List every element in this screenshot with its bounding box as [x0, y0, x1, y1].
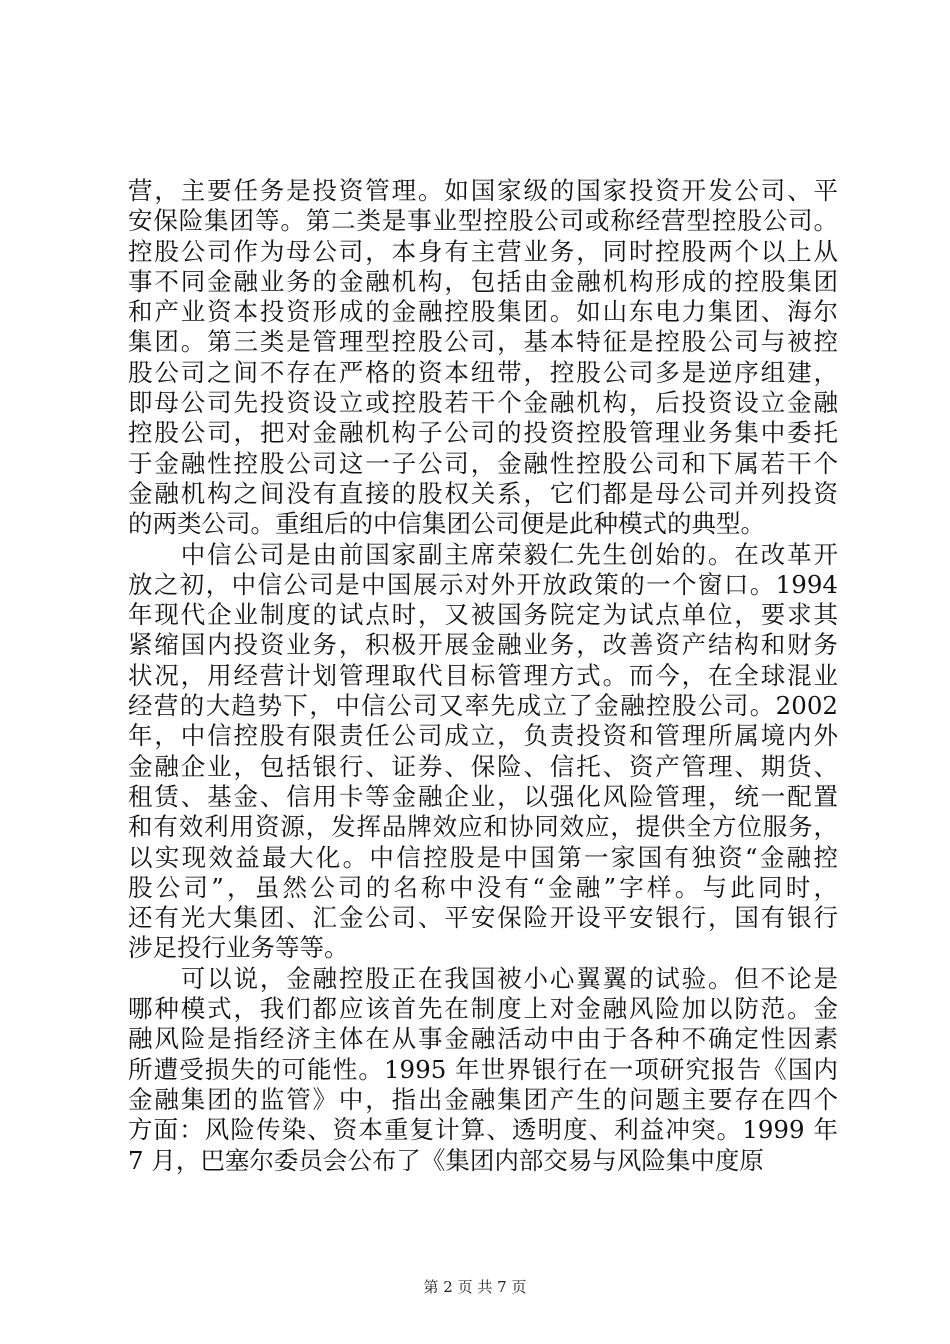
- text-line: 的两类公司。重组后的中信集团公司便是此种模式的典型。: [128, 509, 765, 539]
- text-line: 放之初，中信公司是中国展示对外开放政策的一个窗口。1994: [128, 569, 838, 599]
- paragraph: [128, 964, 838, 1176]
- body-text: [128, 176, 838, 1176]
- text-line: 可以说，金融控股正在我国被小心翼翼的试验。但不论是: [128, 963, 838, 993]
- text-line: 股公司”，虽然公司的名称中没有“金融”字样。与此同时，: [128, 872, 838, 902]
- text-line: 融风险是指经济主体在从事金融活动中由于各种不确定性因素: [128, 1024, 838, 1054]
- paragraph: [128, 176, 838, 540]
- page-footer: 第 2 页 共 7 页: [423, 1278, 527, 1296]
- text-line: 安保险集团等。第二类是事业型控股公司或称经营型控股公司。: [128, 206, 838, 236]
- text-line: 哪种模式，我们都应该首先在制度上对金融风险加以防范。金: [128, 994, 838, 1024]
- text-line: 租赁、基金、信用卡等金融企业，以强化风险管理，统一配置: [128, 781, 838, 811]
- text-line: 集团。第三类是管理型控股公司，基本特征是控股公司与被控: [128, 327, 838, 357]
- text-line: 年，中信控股有限责任公司成立，负责投资和管理所属境内外: [128, 721, 838, 751]
- text-line: 以实现效益最大化。中信控股是中国第一家国有独资“金融控: [128, 842, 838, 872]
- text-line: 控股公司，把对金融机构子公司的投资控股管理业务集中委托: [128, 418, 838, 448]
- text-line: 涉足投行业务等等。: [128, 933, 349, 963]
- text-line: 经营的大趋势下，中信公司又率先成立了金融控股公司。2002: [128, 691, 838, 721]
- text-line: 中信公司是由前国家副主席荣毅仁先生创始的。在改革开: [128, 539, 838, 569]
- text-line: 所遭受损失的可能性。1995 年世界银行在一项研究报告《国内: [128, 1054, 838, 1084]
- text-line: 紧缩国内投资业务，积极开展金融业务，改善资产结构和财务: [128, 630, 838, 660]
- text-line: 营，主要任务是投资管理。如国家级的国家投资开发公司、平: [128, 176, 838, 205]
- text-line: 金融企业，包括银行、证券、保险、信托、资产管理、期货、: [128, 751, 838, 781]
- text-line: 控股公司作为母公司，本身有主营业务，同时控股两个以上从: [128, 236, 838, 266]
- text-line: 金融集团的监管》中，指出金融集团产生的问题主要存在四个: [128, 1084, 838, 1114]
- text-line: 方面：风险传染、资本重复计算、透明度、利益冲突。1999 年: [128, 1115, 838, 1145]
- text-line: 于金融性控股公司这一子公司，金融性控股公司和下属若干个: [128, 448, 838, 478]
- text-line: 和有效利用资源，发挥品牌效应和协同效应，提供全方位服务，: [128, 812, 838, 842]
- text-line: 和产业资本投资形成的金融控股集团。如山东电力集团、海尔: [128, 297, 838, 327]
- text-line: 年现代企业制度的试点时，又被国务院定为试点单位，要求其: [128, 600, 838, 630]
- text-line: 股公司之间不存在严格的资本纽带，控股公司多是逆序组建，: [128, 357, 838, 387]
- text-line: 状况，用经营计划管理取代目标管理方式。而今，在全球混业: [128, 660, 838, 690]
- text-line: 7 月，巴塞尔委员会公布了《集团内部交易与风险集中度原: [128, 1145, 764, 1175]
- paragraph: [128, 540, 838, 964]
- text-line: 即母公司先投资设立或控股若干个金融机构，后投资设立金融: [128, 388, 838, 418]
- text-line: 事不同金融业务的金融机构，包括由金融机构形成的控股集团: [128, 266, 838, 296]
- text-line: 金融机构之间没有直接的股权关系，它们都是母公司并列投资: [128, 478, 838, 508]
- text-line: 还有光大集团、汇金公司、平安保险开设平安银行，国有银行: [128, 903, 838, 933]
